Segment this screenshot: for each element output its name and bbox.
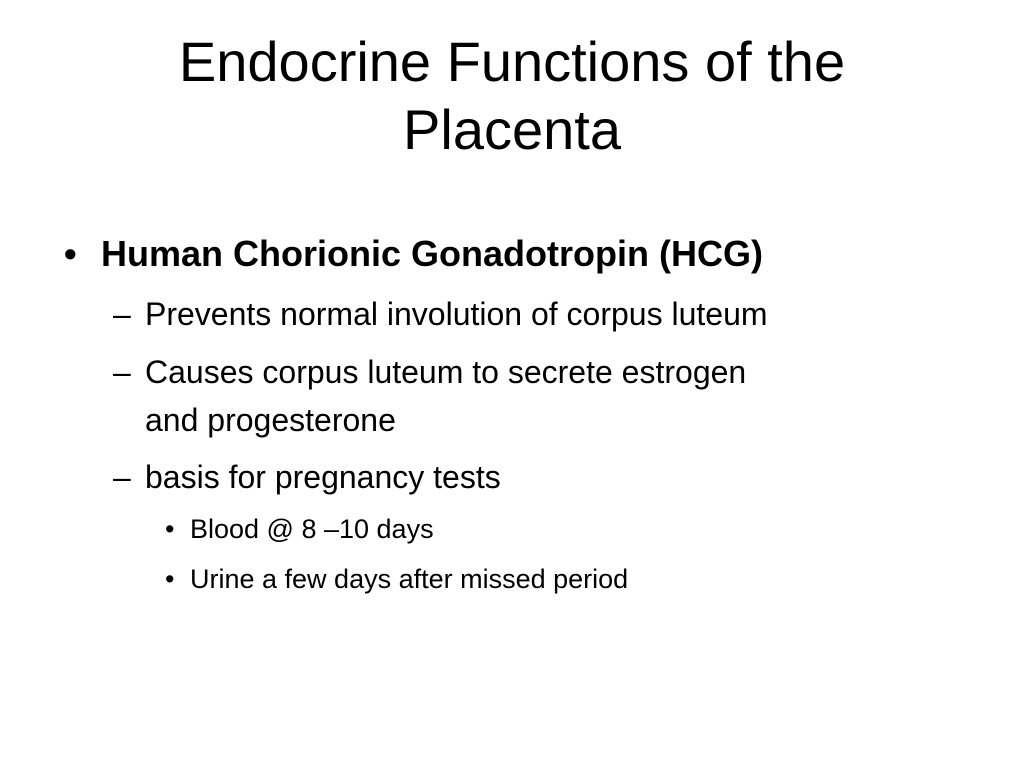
list-item-text: Human Chorionic Gonadotropin (HCG) — [101, 233, 763, 274]
title-line-2: Placenta — [403, 98, 621, 161]
dash-marker: – — [113, 354, 131, 390]
bullet-marker: • — [64, 233, 77, 274]
sub-sub-item-text: Urine a few days after missed period — [190, 564, 629, 594]
title-line-1: Endocrine Functions of the — [178, 30, 846, 93]
dash-marker: – — [113, 296, 131, 332]
sub-item-text: Prevents normal involution of corpus luteum — [145, 296, 768, 332]
sub-item-text-line-1: Causes corpus luteum to secrete estrogen — [145, 354, 747, 390]
sub-item-text-line-2: and progesterone — [145, 402, 396, 438]
sub-sub-item-text: Blood @ 8 –10 days — [190, 514, 434, 544]
bullet-marker: • — [165, 514, 175, 544]
dash-marker: – — [113, 459, 131, 495]
bullet-marker: • — [165, 564, 175, 594]
sub-item-text: basis for pregnancy tests — [145, 459, 501, 495]
